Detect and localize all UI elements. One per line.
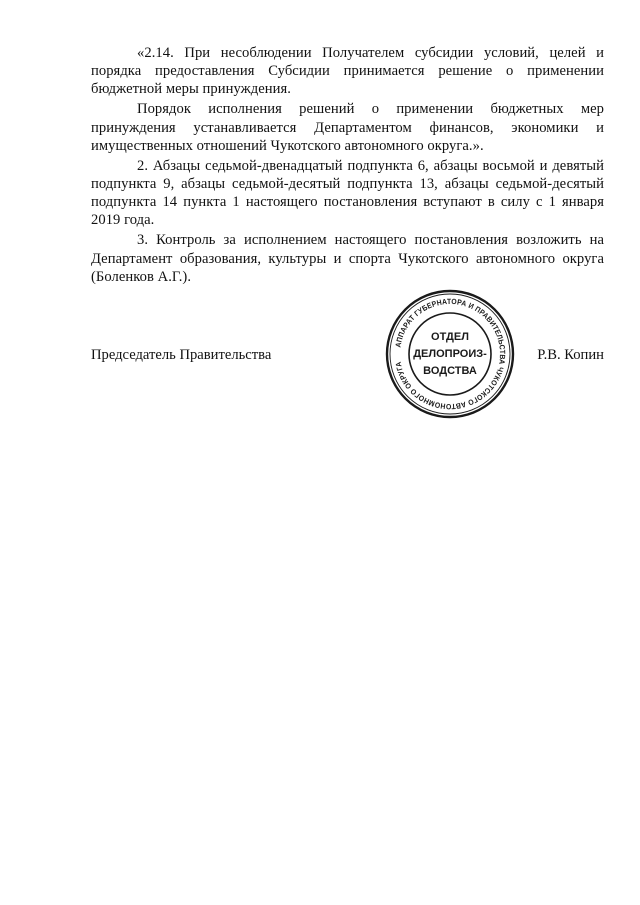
stamp-ring-text: АППАРАТ ГУБЕРНАТОРА И ПРАВИТЕЛЬСТВА ЧУКОТСКОГО АВТОНОМНОГО ОКРУГА (393, 296, 508, 412)
signatory-name: Р.В. Копин (537, 347, 604, 363)
paragraph-enforcement-procedure: Порядок исполнения решений о применении бюджетных мер принуждения устанавливается Департаментом финансов, экономики и имущественных отношений Чукотского автономного округа.». (91, 101, 604, 154)
stamp-center-line-2: ДЕЛОПРОИЗ- (413, 348, 487, 360)
stamp-seal-icon (384, 288, 516, 420)
stamp-center-line-1: ОТДЕЛ (431, 331, 469, 343)
stamp-center-line-3: ВОДСТВА (423, 365, 477, 377)
document-body (91, 44, 604, 288)
official-stamp (384, 288, 516, 420)
paragraph-3-control: 3. Контроль за исполнением настоящего постановления возложить на Департамент образования, культуры и спорта Чукотского автономного округа (Боленков А.Г.). (91, 232, 604, 285)
paragraph-2-14: «2.14. При несоблюдении Получателем субсидии условий, целей и порядка предоставления Субсидии принимается решение о применении бюджетной меры принуждения. (91, 45, 604, 98)
signatory-title: Председатель Правительства (91, 347, 272, 363)
paragraph-2-effective-date: 2. Абзацы седьмой-двенадцатый подпункта 6, абзацы восьмой и девятый подпункта 9, абзацы седьмой-десятый подпункта 13, абзацы седьмой-десятый подпункта 14 пункта 1 настоящего постановления вступают в силу с 1 января 2019 года. (91, 157, 604, 229)
